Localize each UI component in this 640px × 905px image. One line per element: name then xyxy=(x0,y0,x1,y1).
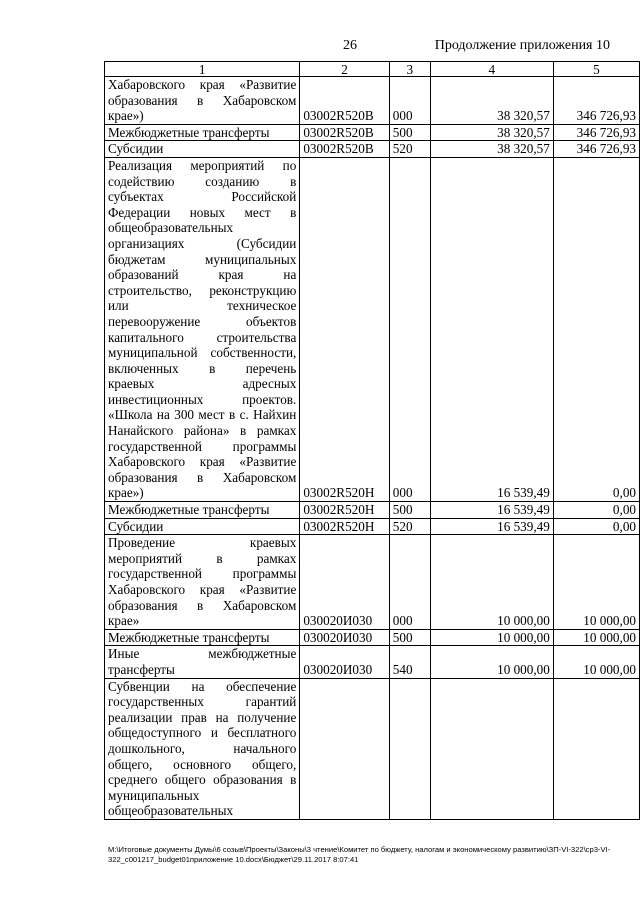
row-value-cell: 16 539,49 xyxy=(430,502,553,519)
row-name-line: образования в Хабаровском xyxy=(108,597,297,613)
table-header-row xyxy=(105,62,640,77)
row-type-cell: 520 xyxy=(389,518,430,535)
row-name-line: Хабаровского края «Развитие xyxy=(108,77,297,92)
row-name-line: Реализация мероприятий по xyxy=(108,157,297,173)
row-name-line: Хабаровского края «Развитие xyxy=(108,454,297,470)
row-name-line: общего, основного общего, xyxy=(108,756,297,772)
row-value-cell: 38 320,57 xyxy=(430,141,553,158)
row-name-line: образования в Хабаровском xyxy=(108,469,297,485)
row-name-line: крае») xyxy=(108,485,144,501)
row-name-line: Федерации новых мест в xyxy=(108,204,297,220)
row-value-cell: 0,00 xyxy=(553,502,639,519)
row-name-line: краевых адресных xyxy=(108,376,297,392)
row-value-cell: 10 000,00 xyxy=(553,646,639,678)
row-type-cell: 000 xyxy=(389,157,430,501)
row-code-cell xyxy=(300,678,389,819)
row-name-cell xyxy=(105,77,300,125)
table-row xyxy=(105,141,640,158)
row-value-cell: 16 539,49 xyxy=(430,157,553,501)
row-name-line: Субвенции на обеспечение xyxy=(108,678,297,694)
row-name-line: включенных в перечень xyxy=(108,360,297,376)
row-value-cell: 10 000,00 xyxy=(430,629,553,646)
row-name-line: среднего общего образования в xyxy=(108,772,297,788)
table-row xyxy=(105,77,640,125)
file-path-footer: M:\Итоговые документы Думы\6 созыв\Проекты\Законы\3 чтение\Комитет по бюджету, налогам и экономическому развитию\ЗП-VI-322\ср3-VI-322_с001217_budget01приложение 10.docx\Бюджет\29.11.2017 8:07:41 xyxy=(108,845,611,864)
row-type-cell: 500 xyxy=(389,124,430,141)
row-type-cell: 000 xyxy=(389,77,430,125)
row-name-line: «Школа на 300 мест в с. Найхин xyxy=(108,407,297,423)
row-value-cell: 346 726,93 xyxy=(553,124,639,141)
column-header: 3 xyxy=(389,62,430,77)
row-name-line: общеобразовательных xyxy=(108,803,234,819)
table-row xyxy=(105,502,640,519)
row-value-cell: 10 000,00 xyxy=(430,535,553,630)
row-name-line: Нанайского района» в рамках xyxy=(108,423,297,439)
row-type-cell: 520 xyxy=(389,141,430,158)
row-name-cell xyxy=(105,646,300,678)
row-type-cell: 500 xyxy=(389,629,430,646)
row-name-line: Субсидии xyxy=(108,141,164,157)
row-name-line: или техническое xyxy=(108,298,297,314)
row-type-cell xyxy=(389,678,430,819)
table-row xyxy=(105,535,640,630)
budget-table xyxy=(104,61,640,820)
row-name-cell xyxy=(105,629,300,646)
row-name-line: общедоступного и бесплатного xyxy=(108,725,297,741)
row-name-cell xyxy=(105,678,300,819)
row-name-line: строительство, реконструкцию xyxy=(108,282,297,298)
row-name-line: Хабаровского края «Развитие xyxy=(108,582,297,597)
row-name-line: образований края на xyxy=(108,267,297,283)
table-row xyxy=(105,678,640,819)
row-name-line: Межбюджетные трансферты xyxy=(108,124,270,140)
row-name-line: государственных гарантий xyxy=(108,694,297,710)
row-value-cell: 10 000,00 xyxy=(430,646,553,678)
row-name-line: содействию созданию в xyxy=(108,173,297,189)
row-name-line: Межбюджетные трансферты xyxy=(108,502,270,518)
column-header: 4 xyxy=(430,62,553,77)
column-header: 2 xyxy=(300,62,389,77)
row-code-cell: 030020И030 xyxy=(300,646,389,678)
row-name-line: государственной программы xyxy=(108,438,297,454)
row-value-cell xyxy=(553,678,639,819)
row-name-line: крае» xyxy=(108,613,140,629)
table-row xyxy=(105,157,640,501)
row-code-cell: 030020И030 xyxy=(300,629,389,646)
row-value-cell: 0,00 xyxy=(553,518,639,535)
appendix-continuation-title: Продолжение приложения 10 xyxy=(434,38,610,53)
table-row xyxy=(105,518,640,535)
row-name-line: образования в Хабаровском xyxy=(108,92,297,108)
row-name-line: организациях (Субсидии xyxy=(108,235,297,251)
row-name-line: реализации прав на получение xyxy=(108,709,297,725)
column-header: 1 xyxy=(105,62,300,77)
row-name-line: перевооружение объектов xyxy=(108,313,297,329)
row-name-cell xyxy=(105,502,300,519)
page-number: 26 xyxy=(343,38,357,53)
table-row xyxy=(105,124,640,141)
table-row xyxy=(105,629,640,646)
row-name-line: мероприятий в рамках xyxy=(108,550,297,566)
row-name-line: Иные межбюджетные xyxy=(108,646,297,662)
row-name-line: Проведение краевых xyxy=(108,535,297,551)
row-type-cell: 500 xyxy=(389,502,430,519)
row-value-cell: 346 726,93 xyxy=(553,77,639,125)
table-row xyxy=(105,646,640,678)
row-name-line: капитального строительства xyxy=(108,329,297,345)
row-name-line: муниципальных xyxy=(108,787,200,803)
row-name-line: субъектах Российской xyxy=(108,189,297,205)
row-value-cell: 10 000,00 xyxy=(553,535,639,630)
row-name-cell xyxy=(105,157,300,501)
row-name-cell xyxy=(105,141,300,158)
row-code-cell: 03002R520Н xyxy=(300,518,389,535)
row-name-line: бюджетам муниципальных xyxy=(108,251,297,267)
row-value-cell xyxy=(430,678,553,819)
row-code-cell: 03002R520В xyxy=(300,77,389,125)
row-name-cell xyxy=(105,535,300,630)
row-value-cell: 38 320,57 xyxy=(430,124,553,141)
row-code-cell: 03002R520Н xyxy=(300,157,389,501)
row-code-cell: 03002R520Н xyxy=(300,502,389,519)
row-name-line: инвестиционных проектов. xyxy=(108,391,297,407)
row-value-cell: 0,00 xyxy=(553,157,639,501)
row-value-cell: 346 726,93 xyxy=(553,141,639,158)
row-name-line: общеобразовательных xyxy=(108,220,234,236)
row-name-line: муниципальной собственности, xyxy=(108,345,297,361)
row-code-cell: 030020И030 xyxy=(300,535,389,630)
row-value-cell: 38 320,57 xyxy=(430,77,553,125)
row-name-line: дошкольного, начального xyxy=(108,740,297,756)
row-type-cell: 000 xyxy=(389,535,430,630)
row-name-line: Субсидии xyxy=(108,518,164,534)
row-name-line: крае») xyxy=(108,108,144,124)
row-name-line: Межбюджетные трансферты xyxy=(108,629,270,645)
row-name-cell xyxy=(105,124,300,141)
row-name-cell xyxy=(105,518,300,535)
row-name-line: государственной программы xyxy=(108,566,297,582)
row-value-cell: 10 000,00 xyxy=(553,629,639,646)
row-name-line: трансферты xyxy=(108,661,175,677)
row-value-cell: 16 539,49 xyxy=(430,518,553,535)
row-type-cell: 540 xyxy=(389,646,430,678)
column-header: 5 xyxy=(553,62,639,77)
row-code-cell: 03002R520В xyxy=(300,124,389,141)
row-code-cell: 03002R520В xyxy=(300,141,389,158)
